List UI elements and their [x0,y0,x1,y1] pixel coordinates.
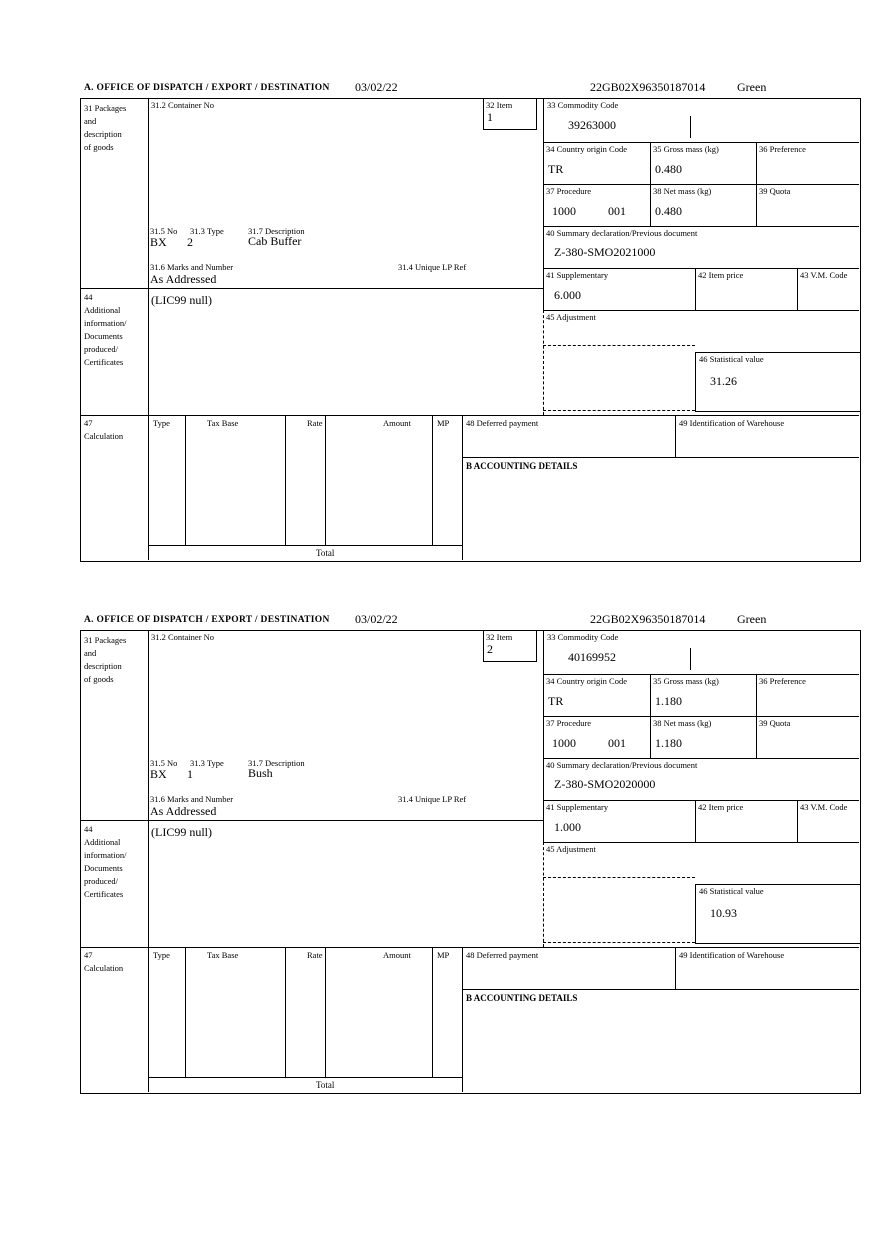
divider [543,142,859,143]
divider [543,98,544,310]
country-origin-label: 34 Country origin Code [546,144,627,154]
calc-total-label: Total [316,1080,335,1090]
additional-info-value: (LIC99 null) [151,293,212,307]
gross-mass-value: 0.480 [655,162,682,176]
divider [462,457,859,458]
procedure-value: 1000 [552,736,576,750]
procedure-value-2: 001 [608,736,626,750]
divider-dashed [543,877,695,878]
divider [148,545,462,546]
packages-description-label: 31 Packages and description of goods [84,635,127,684]
adjustment-label: 45 Adjustment [546,844,596,854]
country-origin-label: 34 Country origin Code [546,676,627,686]
supplementary-label: 41 Supplementary [546,802,609,812]
statistical-value: 31.26 [710,374,737,388]
packages-type-label: 31.3 Type [190,758,224,768]
quota-label: 39 Quota [759,186,791,196]
divider [80,820,543,821]
date-value: 03/02/22 [355,612,398,626]
container-no-label: 31.2 Container No [151,100,215,110]
marks-value: As Addressed [150,804,217,818]
item-price-label: 42 Item price [698,270,744,280]
preference-label: 36 Preference [759,144,806,154]
divider [543,630,544,842]
date-value: 03/02/22 [355,80,398,94]
commodity-code-label: 33 Commodity Code [547,100,619,110]
procedure-label: 37 Procedure [546,186,592,196]
statistical-value-label: 46 Statistical value [699,886,764,896]
divider [543,842,859,843]
calculation-label: 47 Calculation [84,950,124,973]
vm-code-label: 43 V.M. Code [800,802,848,812]
status-value: Green [737,80,767,94]
summary-declaration-value: Z-380-SMO2020000 [554,777,656,791]
calc-header-type: Type [153,950,170,960]
divider-dashed [543,842,544,947]
packages-type-value: 2 [187,235,193,249]
calc-header-mp: MP [437,950,450,960]
divider [185,947,186,1077]
divider [543,184,859,185]
preference-label: 36 Preference [759,676,806,686]
item-label: 32 Item [486,100,513,110]
description-value: Cab Buffer [248,234,302,248]
divider [80,947,859,948]
divider [432,415,433,545]
calc-header-rate: Rate [307,418,323,428]
item-price-label: 42 Item price [698,802,744,812]
supplementary-value: 1.000 [554,820,581,834]
summary-declaration-value: Z-380-SMO2021000 [554,245,656,259]
gross-mass-label: 35 Gross mass (kg) [653,676,719,686]
country-origin-value: TR [548,162,564,176]
calculation-label: 47 Calculation [84,418,124,441]
declaration-item-block-1 [80,80,861,566]
packages-type-value: 1 [187,767,193,781]
divider [543,674,859,675]
status-value: Green [737,612,767,626]
procedure-value: 1000 [552,204,576,218]
divider [462,989,859,990]
office-of-dispatch-label: A. OFFICE OF DISPATCH / EXPORT / DESTINATION [84,83,330,93]
divider [80,415,859,416]
summary-declaration-label: 40 Summary declaration/Previous document [546,228,698,238]
divider [650,142,651,226]
divider [185,415,186,545]
divider [543,758,859,759]
divider [756,142,757,226]
gross-mass-value: 1.180 [655,694,682,708]
divider [80,288,543,289]
office-of-dispatch-label: A. OFFICE OF DISPATCH / EXPORT / DESTINATION [84,615,330,625]
supplementary-value: 6.000 [554,288,581,302]
commodity-code-value: 40169952 [568,650,616,664]
net-mass-value: 0.480 [655,204,682,218]
divider [675,947,676,989]
description-label: 31.7 Description [248,758,305,768]
warehouse-id-label: 49 Identification of Warehouse [679,418,785,428]
divider [756,674,757,758]
net-mass-value: 1.180 [655,736,682,750]
divider [543,310,859,311]
gross-mass-label: 35 Gross mass (kg) [653,144,719,154]
divider [543,800,859,801]
statistical-value: 10.93 [710,906,737,920]
packages-no-label: 31.5 No [150,758,178,768]
country-origin-value: TR [548,694,564,708]
divider [462,947,463,1092]
item-number-value: 2 [487,642,493,656]
calc-header-mp: MP [437,418,450,428]
description-label: 31.7 Description [248,226,305,236]
accounting-details-label: B ACCOUNTING DETAILS [466,461,578,471]
divider [325,947,326,1077]
calc-header-tax-base: Tax Base [207,950,239,960]
packages-type-label: 31.3 Type [190,226,224,236]
form-outline [80,630,861,1094]
summary-declaration-label: 40 Summary declaration/Previous document [546,760,698,770]
statistical-value-label: 46 Statistical value [699,354,764,364]
divider-dashed [543,942,695,943]
accounting-details-label: B ACCOUNTING DETAILS [466,993,578,1003]
calc-total-label: Total [316,548,335,558]
divider [675,415,676,457]
packages-no-value: BX [150,235,167,249]
divider [695,268,696,310]
declaration-item-block-2 [80,612,861,1098]
calc-header-type: Type [153,418,170,428]
additional-information-label: 44 Additional information/ Documents produced/ Certificates [84,824,127,899]
description-value: Bush [248,766,273,780]
divider [148,630,149,1092]
divider [695,800,696,842]
additional-info-value: (LIC99 null) [151,825,212,839]
additional-information-label: 44 Additional information/ Documents produced/ Certificates [84,292,127,367]
divider [797,268,798,310]
deferred-payment-label: 48 Deferred payment [466,418,539,428]
divider [797,800,798,842]
marks-value: As Addressed [150,272,217,286]
divider [432,947,433,1077]
procedure-value-2: 001 [608,204,626,218]
unique-lp-ref-label: 31.4 Unique LP Ref [398,262,467,272]
divider [148,1077,462,1078]
adjustment-label: 45 Adjustment [546,312,596,322]
divider-dashed [543,310,544,415]
quota-label: 39 Quota [759,718,791,728]
commodity-code-value: 39263000 [568,118,616,132]
form-outline [80,98,861,562]
divider [285,947,286,1077]
calc-header-tax-base: Tax Base [207,418,239,428]
warehouse-id-label: 49 Identification of Warehouse [679,950,785,960]
calc-header-rate: Rate [307,950,323,960]
calc-header-amount: Amount [383,950,411,960]
divider [543,716,859,717]
reference-number: 22GB02X96350187014 [590,612,706,626]
divider [462,415,463,560]
marks-label: 31.6 Marks and Number [150,794,234,804]
deferred-payment-label: 48 Deferred payment [466,950,539,960]
reference-number: 22GB02X96350187014 [590,80,706,94]
unique-lp-ref-label: 31.4 Unique LP Ref [398,794,467,804]
divider [148,98,149,560]
packages-no-label: 31.5 No [150,226,178,236]
procedure-label: 37 Procedure [546,718,592,728]
divider-dashed [543,410,695,411]
calc-header-amount: Amount [383,418,411,428]
commodity-code-tick [690,116,691,138]
marks-label: 31.6 Marks and Number [150,262,234,272]
net-mass-label: 38 Net mass (kg) [653,186,712,196]
divider [543,268,859,269]
packages-description-label: 31 Packages and description of goods [84,103,127,152]
vm-code-label: 43 V.M. Code [800,270,848,280]
divider-dashed [543,345,695,346]
divider [285,415,286,545]
divider [543,226,859,227]
divider [650,674,651,758]
supplementary-label: 41 Supplementary [546,270,609,280]
item-number-value: 1 [487,110,493,124]
container-no-label: 31.2 Container No [151,632,215,642]
packages-no-value: BX [150,767,167,781]
commodity-code-tick [690,648,691,670]
divider [325,415,326,545]
item-label: 32 Item [486,632,513,642]
net-mass-label: 38 Net mass (kg) [653,718,712,728]
commodity-code-label: 33 Commodity Code [547,632,619,642]
